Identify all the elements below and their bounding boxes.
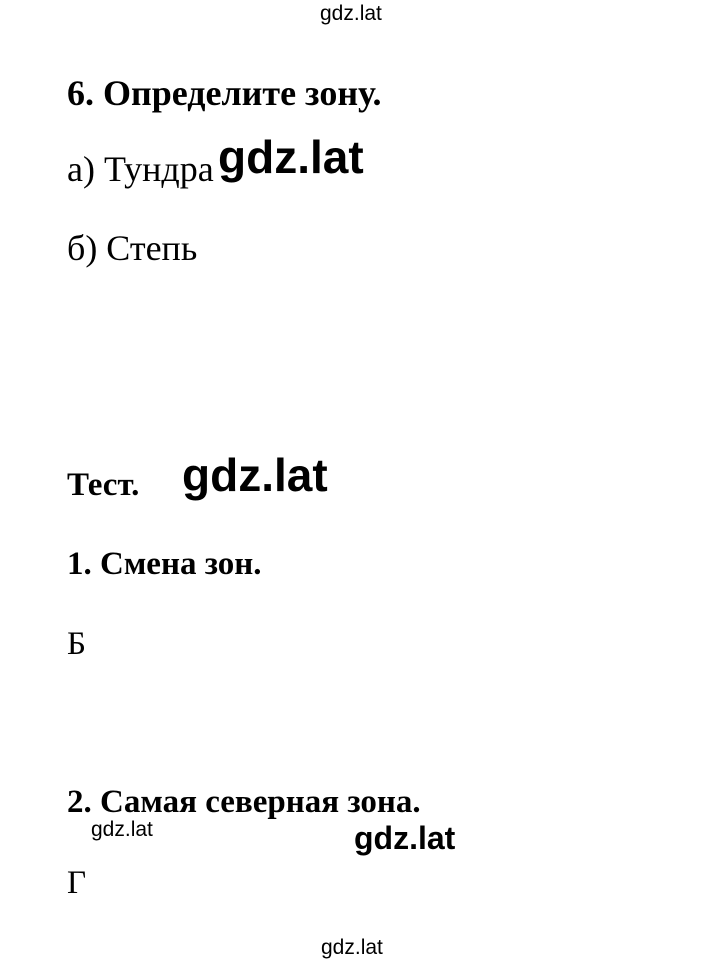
watermark-4: gdz.lat: [354, 820, 456, 856]
test-question-2-title: 2. Самая северная зона.: [67, 784, 421, 820]
watermark-2: gdz.lat: [182, 449, 328, 501]
watermark-top: gdz.lat: [320, 2, 382, 25]
answer-b: б) Степь: [67, 228, 198, 268]
answer-a: а) Тундра: [67, 149, 214, 189]
test-question-2-answer: Г: [67, 865, 87, 901]
test-title: Тест.: [67, 467, 140, 503]
watermark-1: gdz.lat: [218, 131, 364, 183]
question-6-title: 6. Определите зону.: [67, 73, 382, 113]
watermark-bottom: gdz.lat: [321, 936, 383, 959]
watermark-3: gdz.lat: [91, 818, 153, 841]
test-question-1-title: 1. Смена зон.: [67, 546, 262, 582]
test-question-1-answer: Б: [67, 626, 86, 662]
